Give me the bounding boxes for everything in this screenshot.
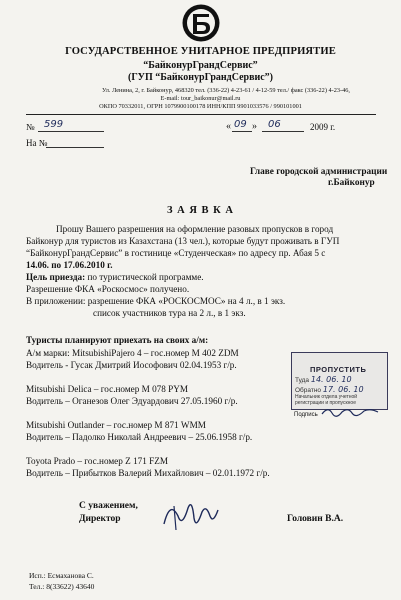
org-brand: “БайконурГрандСервис” xyxy=(143,60,258,71)
org-codes: ОКПО 70332011, ОГРН 1079900100178 ИНН/КПП 9901033576 / 990101001 xyxy=(99,103,302,110)
reply-to-label: На № xyxy=(26,138,48,148)
org-abbr: (ГУП “БайконурГрандСервис”) xyxy=(127,72,274,83)
reg-month: 06 xyxy=(268,119,281,130)
cars-intro: Туристы планируют приехать на своих а/м: xyxy=(26,335,209,345)
stamp-dept: Начальник отдела учетной xyxy=(295,394,358,400)
para-dates: 14.06. по 17.06.2010 г. xyxy=(26,260,113,270)
closing-respect: С уважением, xyxy=(79,501,138,511)
driver-2: Водитель – Оганезов Олег Эдуардович 27.05.1960 г/р. xyxy=(26,396,238,406)
purpose-label: Цель приезда: xyxy=(26,272,86,282)
para-line3: “БайконурГрандСервис” в гостинице «Студенческая» по адресу пр. Абая 5 с xyxy=(26,248,326,258)
car-2: Mitsubishi Delica – гос.номер М 078 PYM xyxy=(26,384,189,394)
car-1: А/м марки: MitsubishiPajero 4 – гос.номер М 402 ZDM xyxy=(26,348,239,358)
attach-line1: В приложении: разрешение ФКА «РОСКОСМОС» на 4 л., в 1 экз. xyxy=(26,296,286,306)
stamp-dept2: регистрации и пропускное xyxy=(295,400,356,406)
stamp-signature-icon xyxy=(320,404,380,418)
reg-year: 2009 г. xyxy=(310,122,336,132)
stamp-obratno-date: 17. 06. 10 xyxy=(322,385,364,394)
pass-stamp: ПРОПУСТИТЬ Туда 14. 06. 10 Обратно 17. 06. 10 Начальник отдела учетной регистрации и пропускное xyxy=(291,352,388,410)
org-address: Ул. Ленина, 2, г. Байконур, 468320 тел. (336-22) 4-23-61 / 4-12-59 тел./ факс (336-22) 4-23-46, xyxy=(101,87,351,94)
footer-phone: Тел.: 8(33622) 43640 xyxy=(29,582,95,591)
driver-3: Водитель – Падолко Николай Андреевич – 25.06.1958 г/р. xyxy=(26,432,253,442)
purpose-line xyxy=(26,272,204,283)
header-divider xyxy=(26,114,376,115)
purpose-text: по туристической программе. xyxy=(85,272,204,282)
reg-number-label: № xyxy=(26,122,35,132)
driver-4: Водитель – Прибытков Валерий Михайлович – 02.01.1972 г/р. xyxy=(26,468,270,478)
driver-1: Водитель - Гусак Дмитрий Иософович 02.04.1953 г/р. xyxy=(26,360,237,370)
attach-line2: список участников тура на 2 л., в 1 экз. xyxy=(93,308,246,318)
org-name: ГОСУДАРСТВЕННОЕ УНИТАРНОЕ ПРЕДПРИЯТИЕ xyxy=(65,46,336,57)
car-3: Mitsubishi Outlander – гос.номер М 871 WMM xyxy=(26,420,206,430)
stamp-podpis: Подпись xyxy=(294,412,318,418)
org-email: E-mail: tour_baikonur@mail.ru xyxy=(160,95,241,102)
footer-executor: Исп.: Есмаханова С. xyxy=(29,571,94,580)
stamp-tuda-date: 14. 06. 10 xyxy=(310,375,352,384)
para-line1: Прошу Вашего разрешения на оформление разовых пропусков в город xyxy=(56,224,334,234)
addressee-line2: г.Байконур xyxy=(328,178,375,188)
director-signature-icon xyxy=(158,494,220,536)
reg-number: 599 xyxy=(44,119,64,130)
closing-name: Головин В.А. xyxy=(287,514,344,524)
reg-day: 09 xyxy=(234,119,247,130)
addressee-line1: Главе городской администрации xyxy=(250,167,388,177)
closing-role: Директор xyxy=(79,514,121,524)
para-line2: Байконур для туристов из Казахстана (13 чел.), которые будут проживать в ГУП xyxy=(26,236,340,246)
stamp-title: ПРОПУСТИТЬ xyxy=(310,365,367,374)
doc-title: З А Я В К А xyxy=(166,205,235,216)
car-4: Toyota Prado – гос.номер Z 171 FZM xyxy=(26,456,169,466)
company-logo-icon xyxy=(181,3,221,43)
permit-line: Разрешение ФКА «Роскосмос» получено. xyxy=(26,284,190,294)
